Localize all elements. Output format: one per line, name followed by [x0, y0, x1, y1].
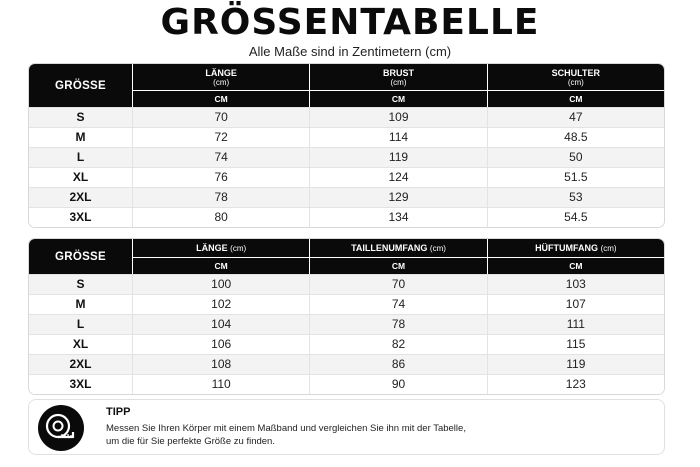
- table-cell: 50: [569, 150, 583, 164]
- table-cell: 129: [310, 188, 487, 207]
- size-label: L: [29, 148, 133, 167]
- table-cell: 123: [565, 377, 586, 391]
- table-cell: 78: [133, 188, 310, 207]
- table-row: [29, 207, 664, 227]
- table-row: [29, 314, 664, 334]
- table-header: [29, 239, 664, 274]
- table-row: [29, 127, 664, 147]
- table-cell: 119: [310, 148, 487, 167]
- unit-header: CM: [133, 91, 310, 107]
- table-cell: 100: [133, 275, 310, 294]
- table-cell: 80: [133, 208, 310, 227]
- size-label: 2XL: [29, 355, 133, 374]
- size-label: S: [29, 275, 133, 294]
- unit-header: CM: [310, 91, 487, 107]
- column-header-laenge: LÄNGE (cm): [133, 64, 310, 90]
- table-cell: 103: [565, 277, 586, 291]
- measuring-tape-icon: [38, 405, 84, 451]
- table-cell: 109: [310, 108, 487, 127]
- table-cell: 102: [133, 295, 310, 314]
- unit-header: CM: [569, 94, 583, 104]
- table-cell: 104: [133, 315, 310, 334]
- table-row: [29, 334, 664, 354]
- table-row: [29, 167, 664, 187]
- size-table-top: [28, 63, 665, 228]
- table-cell: 70: [133, 108, 310, 127]
- table-cell: 111: [566, 317, 585, 331]
- table-cell: 86: [310, 355, 487, 374]
- unit-header: CM: [569, 261, 583, 271]
- tip-title: TIPP: [106, 406, 131, 418]
- table-cell: 114: [310, 128, 487, 147]
- table-cell: 90: [310, 375, 487, 394]
- table-cell: 108: [133, 355, 310, 374]
- table-row: [29, 187, 664, 207]
- table-row: [29, 107, 664, 127]
- table-row: [29, 374, 664, 394]
- table-cell: 54.5: [564, 210, 588, 224]
- table-row: [29, 147, 664, 167]
- table-cell: 110: [133, 375, 310, 394]
- table-cell: 47: [569, 110, 583, 124]
- column-header-taillenumfang: TAILLENUMFANG (cm): [310, 239, 487, 257]
- size-label: L: [29, 315, 133, 334]
- size-label: 2XL: [29, 188, 133, 207]
- table-cell: 124: [310, 168, 487, 187]
- size-label: 3XL: [29, 375, 133, 394]
- size-label: 3XL: [29, 208, 133, 227]
- column-header-hueftumfang: HÜFTUMFANG (cm): [535, 243, 617, 253]
- table-cell: 76: [133, 168, 310, 187]
- page-title: GRÖSSENTABELLE: [160, 2, 540, 43]
- table-cell: 134: [310, 208, 487, 227]
- size-label: XL: [29, 168, 133, 187]
- table-row: [29, 354, 664, 374]
- column-header-schulter: SCHULTER (cm): [551, 68, 600, 87]
- size-label: S: [29, 108, 133, 127]
- table-cell: 107: [565, 297, 586, 311]
- table-cell: 106: [133, 335, 310, 354]
- column-header-laenge: LÄNGE (cm): [133, 239, 310, 257]
- table-cell: 115: [566, 337, 586, 351]
- table-cell: 74: [133, 148, 310, 167]
- size-column-header: GRÖSSE: [29, 239, 133, 274]
- table-header: [29, 64, 664, 107]
- page-subtitle: Alle Maße sind in Zentimetern (cm): [248, 44, 452, 59]
- tip-box: [28, 399, 665, 455]
- table-cell: 72: [133, 128, 310, 147]
- table-cell: 74: [310, 295, 487, 314]
- size-table-bottom: [28, 238, 665, 395]
- table-cell: 78: [310, 315, 487, 334]
- table-cell: 48.5: [564, 130, 588, 144]
- unit-header: CM: [310, 258, 487, 274]
- unit-header: CM: [133, 258, 310, 274]
- table-cell: 53: [569, 190, 583, 204]
- table-cell: 119: [566, 357, 586, 371]
- table-cell: 51.5: [564, 170, 588, 184]
- tip-text-line: Messen Sie Ihren Körper mit einem Maßband und vergleichen Sie ihn mit der Tabelle,: [106, 423, 466, 434]
- table-cell: 70: [310, 275, 487, 294]
- table-cell: 82: [310, 335, 487, 354]
- tip-text-line: um die für Sie perfekte Größe zu finden.: [106, 436, 275, 447]
- size-label: M: [29, 295, 133, 314]
- tip-text: [106, 422, 556, 448]
- size-label: XL: [29, 335, 133, 354]
- size-label: M: [29, 128, 133, 147]
- column-header-brust: BRUST (cm): [310, 64, 487, 90]
- size-column-header: GRÖSSE: [29, 64, 133, 107]
- table-row: [29, 274, 664, 294]
- table-row: [29, 294, 664, 314]
